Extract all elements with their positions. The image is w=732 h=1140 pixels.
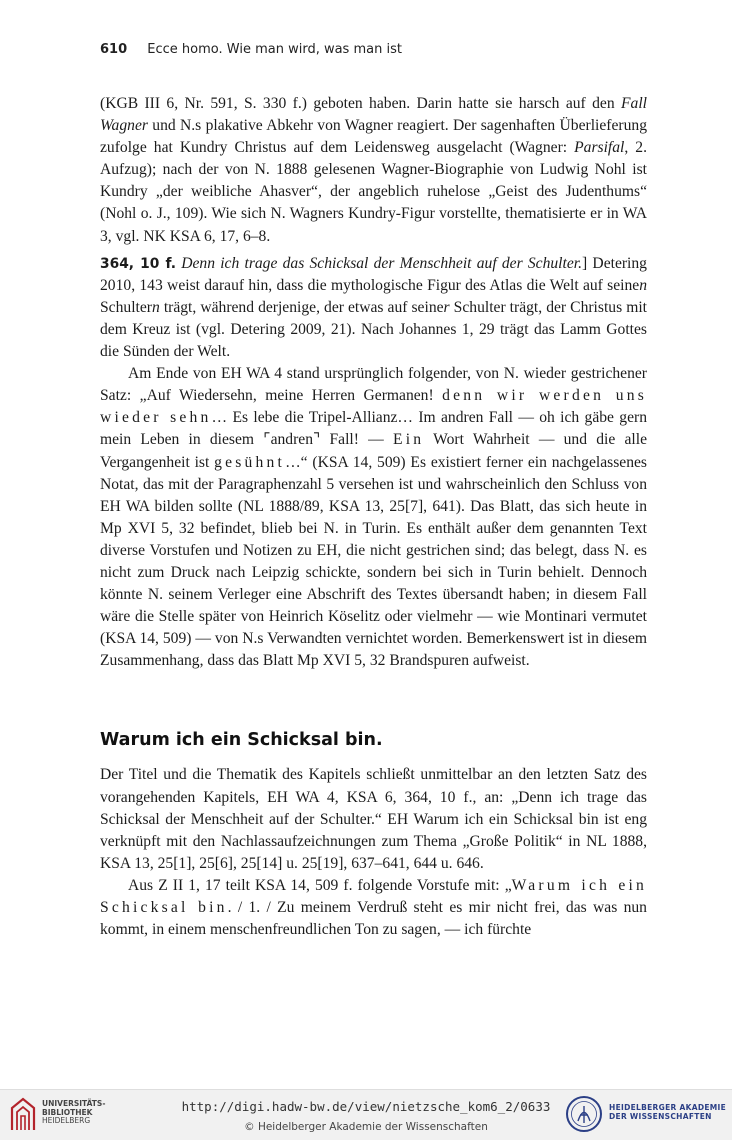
- university-library-name: UNIVERSITÄTS- BIBLIOTHEK HEIDELBERG: [42, 1099, 106, 1125]
- running-head: [100, 42, 660, 57]
- page-body: [100, 93, 647, 941]
- paragraph-vorstufe: Aus Z II 1, 17 teilt KSA 14, 509 f. folgende Vorstufe mit: „Warum ich ein Schicksal bin. / 1. / Zu meinem Verdruß steht es mir nicht frei, das was nun kommt, in einem menschenfreundlichen Ton zu sagen, — ich fürchte: [100, 876, 647, 939]
- lemma-reference: 364, 10 f.: [100, 255, 176, 272]
- paragraph-kundry: (KGB III 6, Nr. 591, S. 330 f.) geboten haben. Darin hatte sie harsch auf den Fall Wagner und N.s plakative Abkehr von Wagner reagiert. Der sagenhaften Überlieferung zufolge hat Kundry Christus auf dem Leidensweg ausgelacht (Wagner: Parsifal, 2. Aufzug); nach der von N. 1888 gelesenen Wagner-Biographie von Ludwig Nohl ist Kundry „der weibliche Ahasver“, der angeblich ruhelose „Geist des Judenthums“ (Nohl o. J., 109). Wie sich N. Wagners Kundry-Figur vorstellte, thematisierte er in WA 3, vgl. NK KSA 6, 17, 6–8.: [100, 95, 647, 245]
- academy-seal-icon: [565, 1094, 603, 1134]
- commentary-entry-364-10: 364, 10 f. Denn ich trage das Schicksal der Menschheit auf der Schulter.] Detering 2010, 143 weist darauf hin, dass die mythologische Figur des Atlas die Welt auf seinen Schultern trägt, während derjenige, der etwas auf seiner Schulter trägt, der Christus mit dem Kreuz ist (vgl. Detering 2009, 21). Nach Johannes 1, 29 trägt das Lamm Gottes die Sünden der Welt.: [100, 254, 647, 361]
- paragraph-chapter-intro: Der Titel und die Thematik des Kapitels schließt unmittelbar an den letzten Satz des vorangehenden Kapitels, EH WA 4, KSA 6, 364, 10 f., an: „Denn ich trage das Schicksal der Menschheit auf der Schulter.“ EH Warum ich ein Schicksal bin ist eng verknüpft mit den Nachlassaufzeichnungen zum Thema „Große Politik“ in NL 1888, KSA 13, 25[1], 25[6], 25[14] u. 25[19], 637–641, 644 u. 646.: [100, 766, 647, 872]
- academy-name: HEIDELBERGER AKADEMIE DER WISSENSCHAFTEN: [609, 1103, 727, 1121]
- lemma-text: Denn ich trage das Schicksal der Menschheit auf der Schulter.: [181, 254, 583, 272]
- copyright-notice: © Heidelberger Akademie der Wissenschaften: [244, 1121, 488, 1133]
- digitization-footer: [0, 1089, 732, 1140]
- permalink-url[interactable]: http://digi.hadw-bw.de/view/nietzsche_kom6_2/0633: [181, 1099, 551, 1114]
- paragraph-wa4-ending: Am Ende von EH WA 4 stand ursprünglich folgender, von N. wieder gestrichener Satz: „Auf Wiedersehn, meine Herren Germanen! denn wir werden uns wieder sehn… Es lebe die Tripel-Allianz… Im andren Fall — oh ich gäbe gern mein Leben in diesem ⌜andren⌝ Fall! — Ein Wort Wahrheit — und die alle Vergangenheit ist gesühnt…“ (KSA 14, 509) Es existiert ferner ein nachgelassenes Notat, das mit der Paragraphenzahl 5 versehen ist und wahrscheinlich den Schluss von EH WA bilden sollte (NL 1888/89, KSA 13, 25[7], 641). Das Blatt, das sich heute in Mp XVI 5, 32 befindet, blieb bei N. in Turin. Es enthält außer dem genannten Text diverse Vorstufen und Notizen zu EH, die nicht gestrichen sind; das belegt, dass N. es nicht zum Druck nach Leipzig schickte, sondern bei sich in Turin behielt. Dennoch könnte N. seinem Verleger eine Abschrift des Textes übersandt haben; in diesem Fall wäre die Stelle später von Heinrich Köselitz oder vielmehr — wie Montinari vermutet (KSA 14, 509) — von N.s Verwandten vernichtet worden. Bemerkenswert ist in diesem Zusammenhang, dass das Blatt Mp XVI 5, 32 Brandspuren aufweist.: [100, 365, 648, 670]
- page-number: 610: [100, 42, 128, 57]
- running-title: Ecce homo. Wie man wird, was man ist: [147, 42, 402, 57]
- section-title: Warum ich ein Schicksal bin.: [100, 730, 383, 751]
